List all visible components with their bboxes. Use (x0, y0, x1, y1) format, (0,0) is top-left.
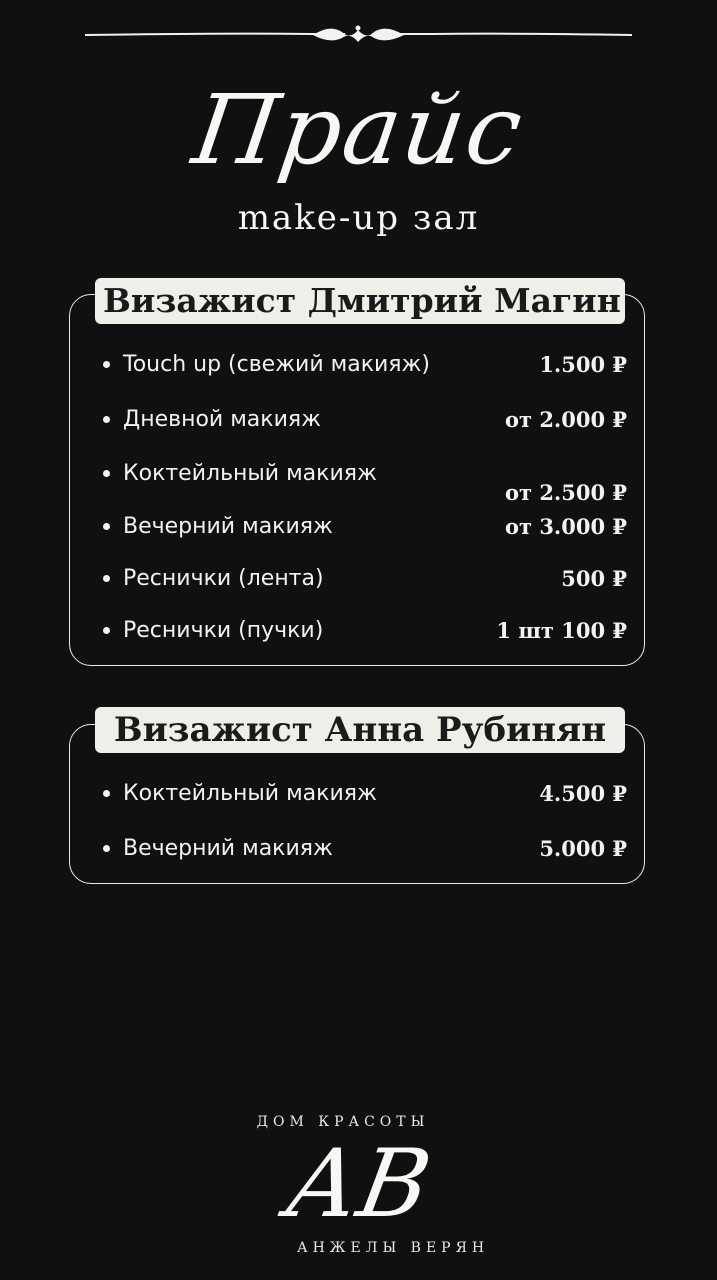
bullet-icon (103, 790, 110, 797)
page-title: Прайс (186, 74, 531, 186)
brand-bottom-text: АНЖЕЛЫ ВЕРЯН (297, 1240, 490, 1256)
service-price: от 3.000 ₽ (504, 514, 627, 539)
service-price: 500 ₽ (561, 566, 627, 591)
list-item (103, 510, 627, 544)
list-item (103, 562, 627, 596)
list-item (103, 832, 627, 866)
service-name: Реснички (пучки) (123, 618, 324, 643)
service-price: 1.500 ₽ (539, 352, 627, 377)
service-price: от 2.500 ₽ (504, 480, 627, 505)
page-subtitle: make-up зал (237, 198, 480, 238)
service-price: 5.000 ₽ (539, 836, 627, 861)
list-item (103, 614, 627, 648)
service-name: Вечерний макияж (123, 836, 333, 861)
service-name: Touch up (свежий макияж) (123, 352, 430, 377)
brand-top-text: ДОМ КРАСОТЫ (256, 1114, 430, 1130)
service-price: от 2.000 ₽ (504, 407, 627, 432)
list-item (103, 457, 627, 505)
bullet-icon (103, 575, 110, 582)
list-item (103, 403, 627, 437)
section-title-dmitry: Визажист Дмитрий Магин (95, 278, 625, 324)
bullet-icon (103, 627, 110, 634)
service-name: Реснички (лента) (123, 566, 324, 591)
service-price: 4.500 ₽ (539, 781, 627, 806)
bullet-icon (103, 361, 110, 368)
list-item (103, 777, 627, 811)
service-name: Вечерний макияж (123, 514, 333, 539)
service-name: Коктейльный макияж (123, 461, 377, 486)
service-name: Дневной макияж (123, 407, 321, 432)
bullet-icon (103, 416, 110, 423)
bullet-icon (103, 470, 110, 477)
brand-monogram-logo: АВ (278, 1130, 439, 1239)
section-title-anna: Визажист Анна Рубинян (95, 707, 625, 753)
bullet-icon (103, 523, 110, 530)
service-name: Коктейльный макияж (123, 781, 377, 806)
list-item (103, 348, 627, 382)
flourish-ornament-icon (80, 20, 637, 50)
bullet-icon (103, 845, 110, 852)
service-price: 1 шт 100 ₽ (496, 618, 627, 643)
